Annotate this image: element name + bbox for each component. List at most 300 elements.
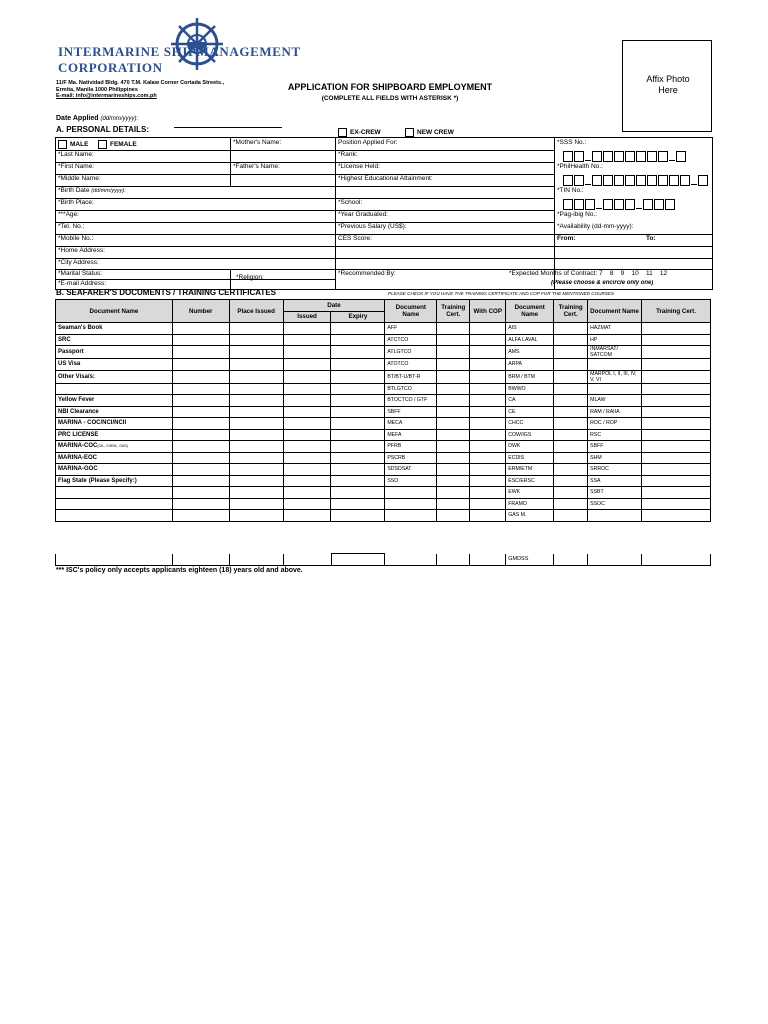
training-cert-checkbox[interactable] [554,475,588,487]
course-name-cell: SRROC [588,464,642,476]
philhealth-field[interactable]: *PhilHealth No.: [557,163,603,170]
address-line-1: 11/F Ma. Natividad Bldg. 470 T.M. Kalaw Corner Cortada Streets., [56,80,225,86]
document-name-cell: SRC [56,334,173,346]
course-name-cell [588,383,642,395]
table-row [56,383,711,395]
document-entry-cell[interactable] [229,370,283,383]
gmdss-cell-10[interactable] [554,554,588,566]
email-field[interactable]: *E-mail Address: [58,280,107,287]
home-address-field[interactable]: *Home Address: [58,247,105,254]
course-name-cell: PSCRB [385,452,437,464]
with-cop-checkbox[interactable] [470,323,506,335]
document-entry-cell[interactable] [172,383,229,395]
document-entry-cell[interactable] [331,441,385,453]
course-name-cell: RAM / RAIIA [588,406,642,418]
training-cert-checkbox[interactable] [437,464,470,476]
with-cop-checkbox[interactable] [470,346,506,359]
document-entry-cell[interactable] [229,498,283,510]
philhealth-boxes[interactable] [563,175,709,188]
course-name-cell: SSBT [588,487,642,499]
course-name-cell: HP [588,334,642,346]
document-entry-cell[interactable] [229,441,283,453]
with-cop-checkbox[interactable] [470,359,506,371]
company-logo [56,16,338,75]
recommended-by-field[interactable]: *Recommended By: [338,270,396,277]
header-with-cop: With COP [470,300,506,323]
training-cert-checkbox[interactable] [642,452,711,464]
course-name-cell [385,510,437,522]
course-name-cell: RSC [588,429,642,441]
document-entry-cell[interactable] [172,346,229,359]
document-entry-cell[interactable] [172,370,229,383]
table-row [56,429,711,441]
table-row [56,452,711,464]
document-entry-cell[interactable] [229,395,283,407]
training-cert-checkbox[interactable] [642,429,711,441]
training-cert-checkbox[interactable] [437,429,470,441]
training-cert-checkbox[interactable] [642,383,711,395]
document-entry-cell[interactable] [172,498,229,510]
training-cert-checkbox[interactable] [642,441,711,453]
course-name-cell: CA [506,395,554,407]
document-entry-cell[interactable] [172,464,229,476]
table-row [56,510,711,522]
table-row [56,464,711,476]
date-applied-label: Date Applied (dd/mm/yyyy): [56,115,139,122]
document-entry-cell[interactable] [283,370,331,383]
training-cert-checkbox[interactable] [437,346,470,359]
document-entry-cell[interactable] [229,464,283,476]
tin-field[interactable]: *TIN No.: [557,187,584,194]
document-entry-cell[interactable] [283,452,331,464]
training-cert-checkbox[interactable] [554,406,588,418]
course-name-cell: SBFF [385,406,437,418]
training-cert-checkbox[interactable] [437,418,470,430]
training-cert-checkbox[interactable] [642,475,711,487]
year-graduated-field[interactable]: *Year Graduated: [338,211,388,218]
course-name-cell: ESC/ERSC [506,475,554,487]
training-cert-checkbox[interactable] [437,395,470,407]
document-entry-cell[interactable] [283,359,331,371]
male-checkbox[interactable] [58,140,67,149]
document-entry-cell[interactable] [229,359,283,371]
document-entry-cell[interactable] [172,406,229,418]
with-cop-checkbox[interactable] [470,464,506,476]
course-name-cell: ARPA [506,359,554,371]
document-entry-cell[interactable] [283,498,331,510]
course-name-cell: ATLGTCO [385,346,437,359]
course-name-cell: ATCTCO [385,334,437,346]
birth-place-field[interactable]: *Birth Place: [58,199,94,206]
document-entry-cell[interactable] [283,383,331,395]
training-cert-checkbox[interactable] [554,510,588,522]
document-entry-cell[interactable] [172,441,229,453]
photo-box[interactable] [622,40,712,132]
header-expiry: Expiry [331,311,385,323]
course-name-cell: COW/IGS [506,429,554,441]
course-name-cell: SSO [385,475,437,487]
gmdss-cell-11[interactable] [588,554,642,566]
training-cert-checkbox[interactable] [642,406,711,418]
document-entry-cell[interactable] [331,395,385,407]
address-line-2: Ermita, Manila 1000 Philippines [56,86,138,93]
section-b-title: B. SEAFARER'S DOCUMENTS / TRAINING CERTIFICATES [56,288,276,297]
gmdss-cell-8[interactable] [470,554,506,566]
training-cert-checkbox[interactable] [554,359,588,371]
course-name-cell: FRAMO [506,498,554,510]
last-name-field[interactable]: *Last Name: [58,151,94,158]
female-option[interactable]: FEMALE [98,140,137,149]
gmdss-cell-1[interactable] [56,554,173,566]
course-name-cell: CE [506,406,554,418]
with-cop-checkbox[interactable] [470,498,506,510]
document-entry-cell[interactable] [331,464,385,476]
document-name-cell: MARINA-EOC [56,452,173,464]
availability-field[interactable]: *Availability (dd-mm-yyyy): [557,223,634,230]
mother-name-field[interactable]: *Mother's Name: [233,139,282,146]
document-entry-cell[interactable] [331,406,385,418]
document-entry-cell[interactable] [229,406,283,418]
training-cert-checkbox[interactable] [642,395,711,407]
gmdss-cell-4[interactable] [283,554,331,566]
document-entry-cell[interactable] [172,429,229,441]
course-name-cell: DWK [506,441,554,453]
course-name-cell: MLAW [588,395,642,407]
section-a-title: A. PERSONAL DETAILS: [56,125,150,134]
document-entry-cell[interactable] [229,418,283,430]
training-cert-checkbox[interactable] [554,395,588,407]
middle-name-field[interactable]: *Middle Name: [58,175,101,182]
document-entry-cell[interactable] [331,487,385,499]
mobile-field[interactable]: *Mobile No.: [58,235,94,242]
training-cert-checkbox[interactable] [642,334,711,346]
document-entry-cell[interactable] [283,406,331,418]
religion-field[interactable]: *Religion: [236,274,264,281]
availability-to[interactable]: To: [646,235,656,242]
age-field[interactable]: ***Age: [58,211,79,218]
training-cert-checkbox[interactable] [437,334,470,346]
table-row [56,370,711,383]
table-row [56,487,711,499]
training-cert-checkbox[interactable] [437,475,470,487]
training-cert-checkbox[interactable] [554,323,588,335]
header-document-name-4: Document Name [588,300,642,323]
training-cert-checkbox[interactable] [437,452,470,464]
with-cop-checkbox[interactable] [470,370,506,383]
document-entry-cell[interactable] [229,334,283,346]
previous-salary-field[interactable]: *Previous Salary (US$): [338,223,407,230]
gmdss-cell-7[interactable] [437,554,470,566]
with-cop-checkbox[interactable] [470,406,506,418]
course-name-cell: ECDIS [506,452,554,464]
document-entry-cell[interactable] [229,429,283,441]
training-cert-checkbox[interactable] [437,323,470,335]
with-cop-checkbox[interactable] [470,487,506,499]
document-entry-cell[interactable] [283,487,331,499]
table-row [56,441,711,453]
city-address-field[interactable]: *City Address: [58,259,99,266]
document-entry-cell[interactable] [229,383,283,395]
document-entry-cell[interactable] [331,346,385,359]
document-entry-cell[interactable] [283,334,331,346]
table-row [56,498,711,510]
document-entry-cell[interactable] [172,323,229,335]
course-name-cell [588,510,642,522]
document-entry-cell[interactable] [331,475,385,487]
course-name-cell [385,487,437,499]
document-entry-cell[interactable] [172,475,229,487]
document-name-cell [56,487,173,499]
new-crew-checkbox[interactable] [405,128,414,137]
document-entry-cell[interactable] [283,395,331,407]
course-name-cell: PFRB [385,441,437,453]
course-name-cell: ALFA LAVAL [506,334,554,346]
document-entry-cell[interactable] [229,487,283,499]
document-entry-cell[interactable] [283,441,331,453]
gmdss-cell-6[interactable] [385,554,437,566]
new-crew-option[interactable]: NEW CREW [405,128,454,137]
training-cert-checkbox[interactable] [437,383,470,395]
course-name-cell: ATOTCO [385,359,437,371]
header-document-name: Document Name [56,300,173,323]
training-cert-checkbox[interactable] [437,370,470,383]
personal-details-grid [55,137,713,290]
document-name-cell: Yellow Fever [56,395,173,407]
document-entry-cell[interactable] [229,475,283,487]
policy-note: *** ISC's policy only accepts applicants eighteen (18) years old and above. [56,567,303,574]
training-cert-checkbox[interactable] [642,464,711,476]
training-cert-checkbox[interactable] [437,510,470,522]
training-cert-checkbox[interactable] [554,441,588,453]
male-option[interactable]: MALE [58,140,88,149]
license-field[interactable]: *License Held: [338,163,380,170]
course-name-cell: SSA [588,475,642,487]
training-cert-checkbox[interactable] [437,406,470,418]
female-checkbox[interactable] [98,140,107,149]
position-field[interactable]: Position Applied For: [338,139,398,146]
document-entry-cell[interactable] [331,383,385,395]
ces-score-field[interactable]: CES Score: [338,235,372,242]
training-cert-checkbox[interactable] [554,429,588,441]
document-entry-cell[interactable] [331,334,385,346]
course-name-cell: BTLGTCO [385,383,437,395]
document-entry-cell[interactable] [229,510,283,522]
gmdss-label: GMDSS [506,554,554,566]
document-name-cell: PRC LICENSE [56,429,173,441]
course-name-cell: SHM [588,452,642,464]
training-cert-checkbox[interactable] [642,487,711,499]
document-entry-cell[interactable] [283,464,331,476]
training-cert-checkbox[interactable] [554,418,588,430]
training-cert-checkbox[interactable] [642,323,711,335]
table-header-row [56,300,711,312]
header-issued: Issued [283,311,331,323]
birth-date-field[interactable]: *Birth Date (dd/mm/yyyy): [58,187,126,194]
photo-label: Affix Photo Here [646,74,690,95]
with-cop-checkbox[interactable] [470,334,506,346]
course-name-cell: AFF [385,323,437,335]
table-row [56,475,711,487]
with-cop-checkbox[interactable] [470,395,506,407]
with-cop-checkbox[interactable] [470,441,506,453]
training-cert-checkbox[interactable] [642,510,711,522]
form-subtitle: (COMPLETE ALL FIELDS WITH ASTERISK *) [321,95,459,102]
document-entry-cell[interactable] [283,475,331,487]
section-b-note: PLEASE CHECK IF YOU HAVE THE TRAINING CERTIFICATE AND COP FOR THE MENTIONED COURSES [388,291,614,296]
availability-from[interactable]: From: [557,235,576,242]
company-name: INTERMARINE SHIPMANAGEMENT CORPORATION [58,44,301,75]
document-entry-cell[interactable] [331,359,385,371]
pagibig-field[interactable]: *Pag-ibig No.: [557,211,598,218]
document-entry-cell[interactable] [331,418,385,430]
training-cert-checkbox[interactable] [554,334,588,346]
form-title: APPLICATION FOR SHIPBOARD EMPLOYMENT [287,82,493,92]
document-name-cell: NBI Clearance [56,406,173,418]
document-entry-cell[interactable] [172,487,229,499]
training-cert-checkbox[interactable] [437,359,470,371]
training-cert-checkbox[interactable] [642,498,711,510]
training-cert-checkbox[interactable] [554,452,588,464]
with-cop-checkbox[interactable] [470,418,506,430]
course-name-cell: EWK [506,487,554,499]
document-entry-cell[interactable] [172,418,229,430]
course-name-cell: GAS M. [506,510,554,522]
document-entry-cell[interactable] [283,323,331,335]
course-name-cell: CHCC [506,418,554,430]
document-name-cell: Passport [56,346,173,359]
document-entry-cell[interactable] [331,510,385,522]
course-name-cell: BTOCTCO / GTF [385,395,437,407]
training-cert-checkbox[interactable] [554,370,588,383]
document-name-cell: MARINA - COC/NCI/NCII [56,418,173,430]
document-entry-cell[interactable] [229,323,283,335]
gmdss-cell-2[interactable] [172,554,229,566]
date-applied-line [174,127,282,128]
course-name-cell [385,498,437,510]
course-name-cell: MECA [385,418,437,430]
training-cert-checkbox[interactable] [642,359,711,371]
training-cert-checkbox[interactable] [642,418,711,430]
course-name-cell: ERM/ETM [506,464,554,476]
table-row [56,418,711,430]
header-training-cert-3: Training Cert. [554,300,588,323]
table-row [56,334,711,346]
header-document-name-2: Document Name [385,300,437,323]
gmdss-row [55,553,711,566]
document-entry-cell[interactable] [283,429,331,441]
training-cert-checkbox[interactable] [437,487,470,499]
course-name-cell: ROC / ROP [588,418,642,430]
header-date: Date [283,300,385,312]
header-document-name-3: Document Name [506,300,554,323]
education-field[interactable]: *Highest Educational Attainment: [338,175,433,182]
tel-field[interactable]: *Tel. No.: [58,223,85,230]
document-entry-cell[interactable] [331,452,385,464]
course-name-cell: INMARSAT/ SATCOM [588,346,642,359]
document-entry-cell[interactable] [172,452,229,464]
document-name-cell: Other Visa/s: [56,370,173,383]
header-training-cert-2: Training Cert. [437,300,470,323]
document-name-cell: Seaman's Book [56,323,173,335]
table-row [56,359,711,371]
table-row [56,323,711,335]
training-cert-checkbox[interactable] [554,487,588,499]
training-cert-checkbox[interactable] [554,464,588,476]
document-entry-cell[interactable] [172,359,229,371]
training-cert-checkbox[interactable] [554,498,588,510]
document-entry-cell[interactable] [229,452,283,464]
training-cert-checkbox[interactable] [554,383,588,395]
course-name-cell [588,359,642,371]
with-cop-checkbox[interactable] [470,452,506,464]
expected-months-field[interactable]: *Expected Months of Contract: 7 8 9 10 11 12 [509,270,668,277]
document-entry-cell[interactable] [283,346,331,359]
gmdss-cell-12[interactable] [642,554,711,566]
course-name-cell: BRM / BTM [506,370,554,383]
document-entry-cell[interactable] [172,395,229,407]
with-cop-checkbox[interactable] [470,383,506,395]
document-entry-cell[interactable] [283,418,331,430]
gmdss-cell-5[interactable] [331,554,385,566]
first-name-field[interactable]: *First Name: [58,163,95,170]
training-cert-checkbox[interactable] [554,346,588,359]
document-name-cell: MARINA-GOC [56,464,173,476]
with-cop-checkbox[interactable] [470,475,506,487]
school-field[interactable]: *School: [338,199,363,206]
training-cert-checkbox[interactable] [642,370,711,383]
document-entry-cell[interactable] [331,498,385,510]
documents-body [56,323,711,522]
document-name-cell [56,383,173,395]
table-row [56,346,711,359]
document-name-cell: Flag State (Please Specify:) [56,475,173,487]
document-entry-cell[interactable] [229,346,283,359]
rank-field[interactable]: *Rank: [338,151,358,158]
training-cert-checkbox[interactable] [437,498,470,510]
document-name-cell [56,510,173,522]
sss-field[interactable]: *SSS No.: [557,139,587,146]
gmdss-cell-3[interactable] [229,554,283,566]
document-entry-cell[interactable] [331,429,385,441]
ex-crew-option[interactable]: EX-CREW [338,128,381,137]
marital-status-field[interactable]: *Marital Status: [58,270,103,277]
course-name-cell: SBFF [588,441,642,453]
training-cert-checkbox[interactable] [437,441,470,453]
email-line: E-mail: info@intermarineships.com.ph [56,93,157,99]
with-cop-checkbox[interactable] [470,429,506,441]
document-entry-cell[interactable] [331,323,385,335]
with-cop-checkbox[interactable] [470,510,506,522]
document-entry-cell[interactable] [172,334,229,346]
father-name-field[interactable]: *Father's Name: [233,163,280,170]
course-name-cell: HAZMAT [588,323,642,335]
table-row [56,395,711,407]
training-cert-checkbox[interactable] [642,346,711,359]
company-address [56,80,224,100]
header-training-cert-4: Training Cert. [642,300,711,323]
header-place-issued: Place Issued [229,300,283,323]
document-entry-cell[interactable] [283,510,331,522]
months-note: (Please choose & encircle only one) [551,280,654,286]
document-entry-cell[interactable] [331,370,385,383]
course-name-cell: AMS [506,346,554,359]
table-row [56,406,711,418]
course-name-cell: SDSDSAT [385,464,437,476]
document-entry-cell[interactable] [172,510,229,522]
ex-crew-checkbox[interactable] [338,128,347,137]
course-name-cell: BT/BT-U/BT-R [385,370,437,383]
header-number: Number [172,300,229,323]
